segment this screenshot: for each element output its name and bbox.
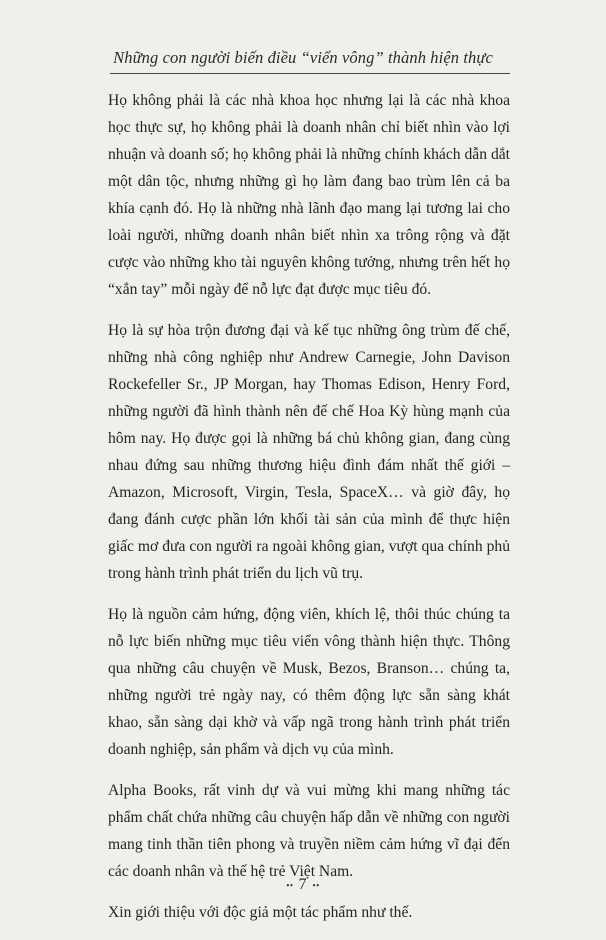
paragraph-5: Xin giới thiệu với độc giả một tác phẩm như thế. (108, 904, 413, 921)
page-number-footer (0, 876, 606, 894)
paragraph-4: Alpha Books, rất vinh dự và vui mừng khi mang những tác phẩm chất chứa những câu chuyện hấp dẫn về những con người mang tinh thần tiên phong và truyền niềm cảm hứng vĩ đại đến các doanh nhân và thế hệ trẻ Việt Nam. (108, 782, 510, 880)
body-text (108, 74, 510, 926)
running-header: Những con người biến điều “viển vông” thành hiện thực (113, 48, 493, 67)
ornament-dots-right: •• (312, 880, 320, 891)
paragraph-1: Họ không phải là các nhà khoa học nhưng lại là các nhà khoa học thực sự, họ không phải là doanh nhân chỉ biết nhìn vào lợi nhuận và doanh số; họ không phải là những chính khách dẫn dắt một dân tộc, nhưng những gì họ làm đang bao trùm lên cả ba khía cạnh đó. Họ là những nhà lãnh đạo mang lại tương lai cho loài người, những doanh nhân biết nhìn xa trông rộng và đặt cược vào những kho tài nguyên không tưởng, nhưng trên hết họ “xắn tay” mỗi ngày để nỗ lực đạt được mục tiêu đó. (108, 92, 510, 298)
paragraph-2: Họ là sự hòa trộn đương đại và kế tục những ông trùm đế chế, những nhà công nghiệp như Andrew Carnegie, John Davison Rockefeller Sr., JP Morgan, hay Thomas Edison, Henry Ford, những người đã hình thành nên đế chế Hoa Kỳ hùng mạnh của hôm nay. Họ được gọi là những bá chủ không gian, đang cùng nhau đứng sau những thương hiệu đình đám nhất thế giới – Amazon, Microsoft, Virgin, Tesla, SpaceX… và giờ đây, họ đang đánh cược phần lớn khối tài sản của mình để thực hiện giấc mơ đưa con người ra ngoài không gian, vượt qua chính phủ trong hành trình phát triển du lịch vũ trụ. (108, 322, 510, 582)
paragraph-3: Họ là nguồn cảm hứng, động viên, khích lệ, thôi thúc chúng ta nỗ lực biến những mục tiêu viển vông thành hiện thực. Thông qua những câu chuyện về Musk, Bezos, Branson… chúng ta, những người trẻ ngày nay, có thêm động lực sẵn sàng khát khao, sẵn sàng dại khờ và vấp ngã trong hành trình phát triển doanh nghiệp, sản phẩm và dịch vụ của mình. (108, 606, 510, 758)
page-number: 7 (298, 876, 308, 893)
ornament-dots-left: •• (286, 880, 294, 891)
